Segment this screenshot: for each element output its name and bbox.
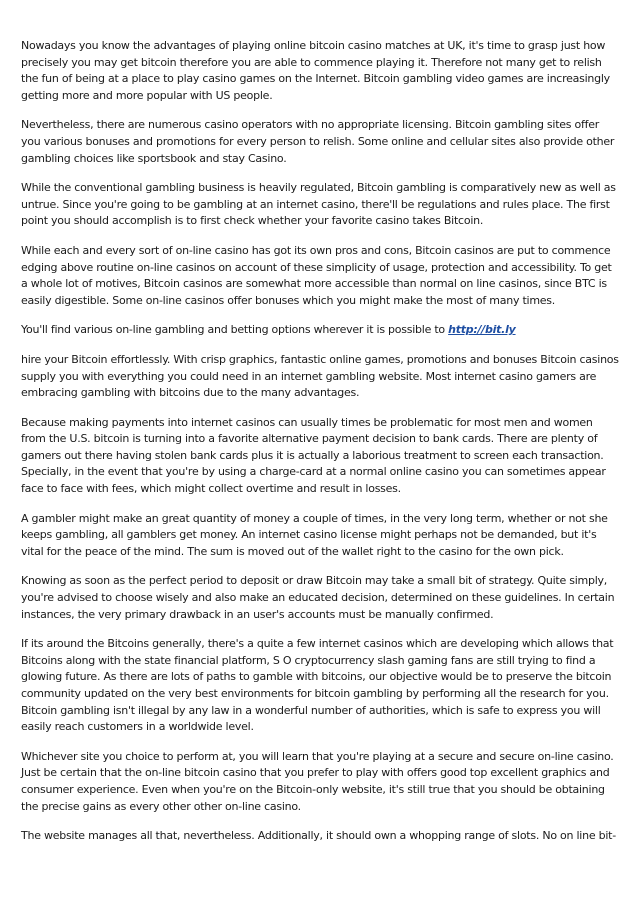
paragraph-2: Nevertheless, there are numerous casino operators with no appropriate licensing. Bitcoin gambling sites offer you various bonuses and promotions for every person to relish. Some online and cellular sites also provide other gambling choices like sportsbook and stay Casino. [21, 118, 615, 165]
paragraph-5 [21, 322, 619, 339]
paragraph-4: While each and every sort of on-line casino has got its own pros and cons, Bitcoin casinos are put to commence edging above routine on-line casinos on account of these simplicity of usage, protection and accessibility. To get a whole lot of motives, Bitcoin casinos are somewhat more accessible than normal on line casinos, since BTC is easily digestible. Some on-line casinos offer bonuses which you might make the most of many times. [21, 243, 612, 307]
paragraph-6: hire your Bitcoin effortlessly. With crisp graphics, fantastic online games, promotions and bonuses Bitcoin casinos supply you with everything you could need in an internet gambling website. Most internet casino gamers are embracing gambling with bitcoins due to the many advantages. [21, 352, 619, 400]
paragraph-3: While the conventional gambling business is heavily regulated, Bitcoin gambling is comparatively new as well as untrue. Since you're going to be gambling at an internet casino, there'll be regulations and rules place. The first point you should accomplish is to first check whether your favorite casino takes Bitcoin. [21, 181, 616, 228]
paragraph-8: A gambler might make an great quantity of money a couple of times, in the very long term, whether or not she keeps gambling, all gamblers get money. An internet casino license might perhaps not be demanded, but it's vital for the peace of the mind. The sum is moved out of the wallet right to the casino for the own pick. [21, 511, 608, 558]
document-page [21, 38, 619, 845]
bitly-link[interactable]: http://bit.ly [448, 323, 516, 337]
paragraph-7: Because making payments into internet casinos can usually times be problematic for most men and women from the U.S. bitcoin is turning into a favorite alternative payment decision to bank cards. There are plenty of gamers out there having stolen bank cards plus it is actually a laborious treatment to screen each transaction. Specially, in the event that you're by using a charge-card at a normal online casino you can sometimes appear face to face with fees, which might collect overtime and result in losses. [21, 415, 606, 496]
paragraph-5-text: You'll find various on-line gambling and betting options wherever it is possible to [21, 323, 449, 337]
paragraph-10: If its around the Bitcoins generally, there's a quite a few internet casinos which are developing which allows that Bitcoins along with the state financial platform, S O cryptocurrency slash gaming fans are still trying to find a glowing future. As there are lots of paths to gamble with bitcoins, our objective would be to preserve the bitcoin community updated on the very best environments for bitcoin gambling by performing all the research for you. Bitcoin gambling isn't illegal by any law in a wonderful number of authorities, which is safe to express you will easily reach customers in a worldwide level. [21, 637, 614, 734]
paragraph-12: The website manages all that, nevertheless. Additionally, it should own a whopping range of slots. No on line bit- [21, 829, 616, 843]
paragraph-9: Knowing as soon as the perfect period to deposit or draw Bitcoin may take a small bit of strategy. Quite simply, you're advised to choose wisely and also make an educated decision, determined on these guidelines. In certain instances, the very primary drawback in an user's accounts must be manually confirmed. [21, 574, 615, 621]
paragraph-1: Nowadays you know the advantages of playing online bitcoin casino matches at UK, it's time to grasp just how precisely you may get bitcoin therefore you are able to commence playing it. Therefore not many get to relish the fun of being at a place to play casino games on the Internet. Bitcoin gambling video games are increasingly getting more and more popular with US people. [21, 39, 610, 102]
paragraph-11: Whichever site you choice to perform at, you will learn that you're playing at a secure and secure on-line casino. Just be certain that the on-line bitcoin casino that you prefer to play with offers good top excellent graphics and consumer experience. Even when you're on the Bitcoin-only website, it's still true that you should be obtaining the precise gains as every other other on-line casino. [21, 749, 614, 813]
